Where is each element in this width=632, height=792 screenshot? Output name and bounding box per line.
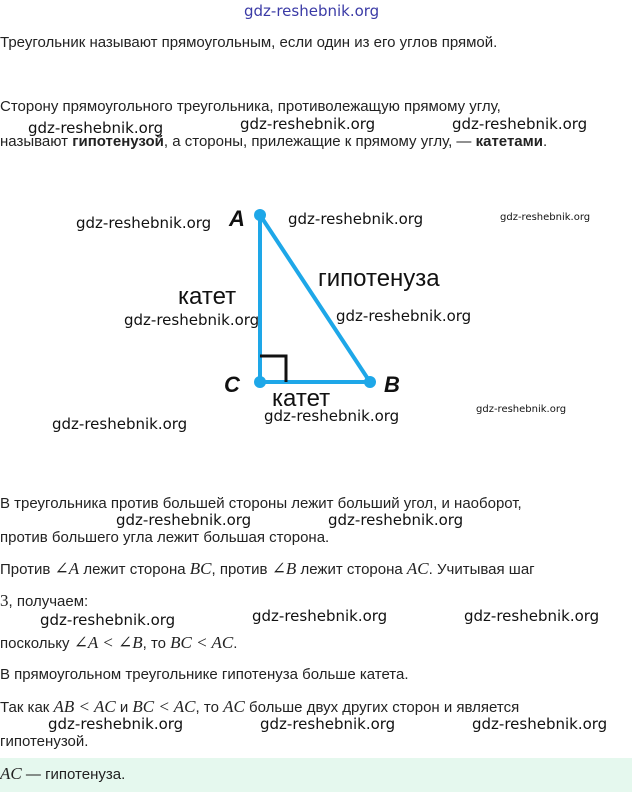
watermark: gdz-reshebnik.org: [476, 404, 567, 415]
text-fragment: , а стороны, прилежащие к прямому углу, —: [163, 133, 476, 150]
leg-label-vertical: катет: [178, 283, 237, 310]
text-fragment: поскольку: [0, 635, 74, 652]
text-fragment: Так как: [0, 699, 54, 716]
math-ac-side: AC: [223, 697, 245, 716]
text-fragment: лежит сторона: [296, 561, 407, 578]
math-angle-inequality: ∠A < ∠B: [73, 633, 143, 652]
watermark: gdz-reshebnik.org: [124, 311, 260, 329]
watermark: gdz-reshebnik.org: [52, 415, 188, 433]
text-fragment: Против: [0, 561, 55, 578]
watermark: gdz-reshebnik.org: [252, 607, 388, 625]
text-fragment: называют: [0, 133, 73, 150]
point-c: [254, 376, 266, 388]
text-fragment: .: [233, 635, 238, 652]
watermark: gdz-reshebnik.org: [28, 119, 164, 137]
text-fragment: больше двух других сторон и является: [244, 699, 520, 716]
watermark: gdz-reshebnik.org: [240, 115, 376, 133]
leg-label-horizontal: катет: [272, 385, 331, 412]
math-answer-ac: AC: [0, 764, 22, 783]
text-fragment: , то: [195, 699, 224, 716]
step-ref-line: [0, 591, 88, 612]
definition-right-triangle: Треугольник называют прямоугольным, если один из его углов прямой.: [0, 34, 498, 51]
math-angle-b: ∠B: [271, 559, 297, 578]
vertex-label-c: C: [224, 372, 240, 397]
watermark: gdz-reshebnik.org: [500, 212, 591, 223]
watermark: gdz-reshebnik.org: [48, 715, 184, 733]
term-hypotenuse: гипотенузой: [72, 133, 164, 150]
text-fragment: — гипотенуза.: [21, 766, 126, 783]
watermark: gdz-reshebnik.org: [260, 715, 396, 733]
watermark: gdz-reshebnik.org: [116, 511, 252, 529]
text-fragment: и: [115, 699, 133, 716]
text-fragment: , против: [211, 561, 272, 578]
point-a: [254, 209, 266, 221]
conclusion-inequality: [0, 633, 237, 654]
watermark: gdz-reshebnik.org: [328, 511, 464, 529]
text-fragment: лежит сторона: [79, 561, 190, 578]
watermark-top: gdz-reshebnik.org: [244, 2, 380, 20]
math-angle-a: ∠A: [54, 559, 80, 578]
watermark: gdz-reshebnik.org: [264, 407, 400, 425]
vertex-label-b: B: [384, 372, 400, 397]
hypotenuse-longer-statement: В прямоугольном треугольнике гипотенуза больше катета.: [0, 666, 409, 683]
math-step-number: 3: [0, 591, 9, 610]
theorem-line2: против большего угла лежит большая сторона.: [0, 529, 330, 546]
vertex-label-a: A: [229, 206, 245, 231]
watermark: gdz-reshebnik.org: [40, 611, 176, 629]
text-fragment: . Учитывая шаг: [428, 561, 535, 578]
watermark: gdz-reshebnik.org: [464, 607, 600, 625]
math-bc-less-ac: BC < AC: [132, 697, 196, 716]
watermark: gdz-reshebnik.org: [452, 115, 588, 133]
text-fragment: .: [542, 133, 548, 150]
watermark: gdz-reshebnik.org: [288, 210, 424, 228]
definition-hypotenuse-line1: Сторону прямоугольного треугольника, противолежащую прямому углу,: [0, 98, 501, 115]
step-opposite-sides: [0, 559, 535, 580]
text-fragment: , получаем:: [8, 593, 89, 610]
final-reasoning-line2: гипотенузой.: [0, 733, 89, 750]
hypotenuse-label: гипотенуза: [318, 265, 440, 292]
answer-text: [0, 764, 125, 785]
watermark: gdz-reshebnik.org: [76, 214, 212, 232]
term-legs: катетами: [475, 133, 543, 150]
watermark: gdz-reshebnik.org: [472, 715, 608, 733]
math-bc: BC: [189, 559, 212, 578]
math-ac: AC: [406, 559, 429, 578]
math-side-inequality: BC < AC: [170, 633, 234, 652]
math-ab-less-ac: AB < AC: [53, 697, 116, 716]
point-b: [364, 376, 376, 388]
watermark: gdz-reshebnik.org: [336, 307, 472, 325]
theorem-line1: В треугольника против большей стороны лежит больший угол, и наоборот,: [0, 495, 522, 512]
text-fragment: , то: [142, 635, 171, 652]
